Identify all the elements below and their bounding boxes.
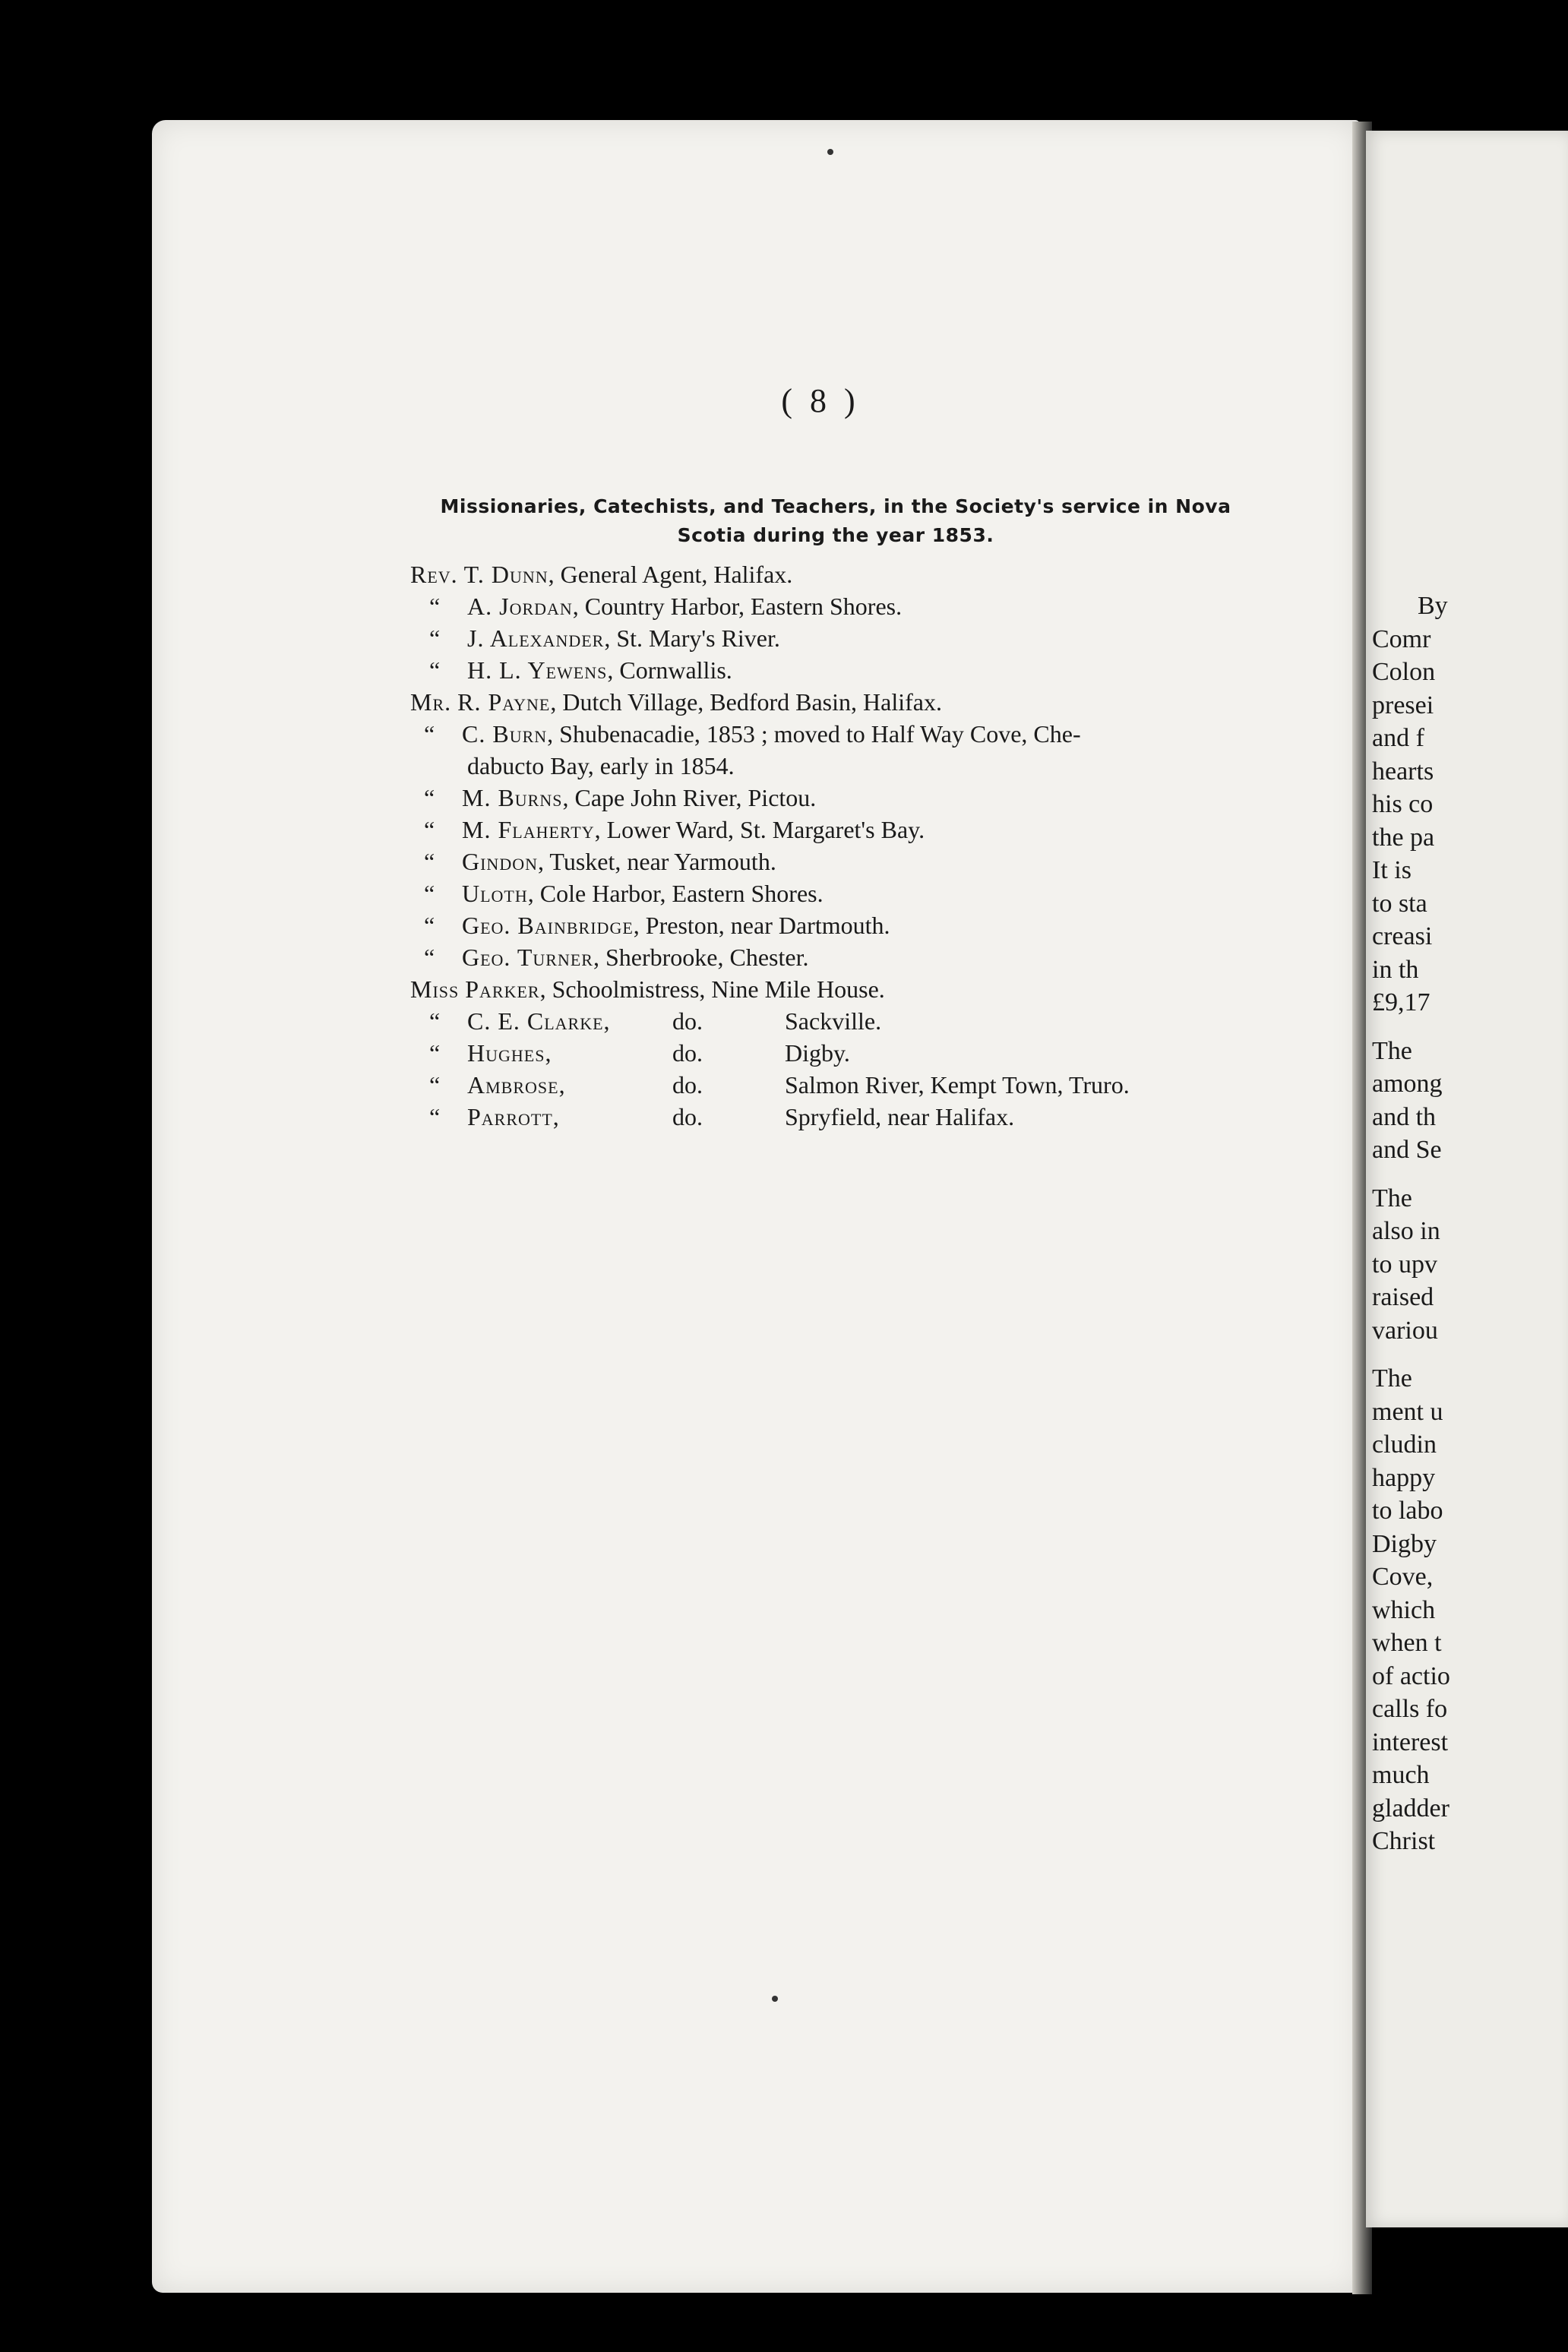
entry-detail: Schoolmistress, Nine Mile House.	[552, 975, 885, 1003]
facing-line-fragment: much	[1372, 1761, 1430, 1789]
entry-detail: Shubenacadie, 1853 ; moved to Half Way Cove, Che-	[559, 720, 1081, 748]
entry-name: Geo. Turner	[462, 944, 593, 971]
ditto-mark: “	[424, 784, 435, 811]
facing-line-fragment: to upv	[1372, 1250, 1437, 1279]
entry-prefix: Miss	[410, 975, 460, 1003]
teacher-row	[410, 1101, 1276, 1133]
page-speck	[772, 1996, 778, 2002]
page-number: ( 8 )	[781, 382, 860, 419]
page-speck	[827, 149, 833, 155]
entry-detail: Cape John River, Pictou.	[574, 784, 817, 811]
entry-row: “ Geo. Bainbridge, Preston, near Dartmouth.	[410, 909, 1276, 941]
facing-line-fragment: happy	[1372, 1463, 1436, 1492]
entry-prefix: Mr.	[410, 688, 452, 716]
ditto-mark: “	[429, 1007, 441, 1035]
entry-continuation: dabucto Bay, early in 1854.	[467, 752, 735, 779]
entry-name: A. Jordan	[467, 593, 573, 620]
teacher-row	[410, 1069, 1276, 1101]
facing-line-fragment: in th	[1372, 955, 1419, 984]
facing-line-fragment: Cove,	[1372, 1563, 1434, 1591]
facing-line-fragment: Digby	[1372, 1529, 1437, 1558]
entry-row: “ Gindon, Tusket, near Yarmouth.	[410, 846, 1276, 877]
entry-detail: St. Mary's River.	[616, 624, 780, 652]
entry-row: “ J. Alexander, St. Mary's River.	[410, 622, 1276, 654]
teacher-name: Ambrose,	[467, 1071, 566, 1099]
facing-line-fragment: and f	[1372, 724, 1424, 752]
ditto-mark: “	[429, 593, 441, 620]
entry-name: T. Dunn	[463, 561, 548, 588]
heading-line-1: Missionaries, Catechists, and Teachers, in the Society's service in Nova	[440, 495, 1231, 517]
facing-line-fragment: and Se	[1372, 1136, 1442, 1164]
facing-line-fragment: and th	[1372, 1102, 1437, 1131]
entry-detail: Dutch Village, Bedford Basin, Halifax.	[562, 688, 942, 716]
schoolmistress-row: Miss Parker, Schoolmistress, Nine Mile House.	[410, 975, 885, 1003]
facing-line-fragment: Christ	[1372, 1827, 1436, 1855]
entry-detail: General Agent, Halifax.	[560, 561, 793, 588]
entry-row: “ H. L. Yewens, Cornwallis.	[410, 654, 1276, 686]
entry-row: “ C. Burn, Shubenacadie, 1853 ; moved to Half Way Cove, Che-	[410, 718, 1276, 750]
teacher-row	[410, 1005, 1276, 1037]
list-heading	[414, 492, 1257, 550]
entry-row: Rev. T. Dunn, General Agent, Halifax.	[410, 561, 793, 588]
ditto-mark: “	[429, 1103, 441, 1130]
facing-line-fragment: presei	[1372, 691, 1434, 719]
entry-name: Uloth	[462, 880, 528, 907]
ditto-mark: “	[424, 848, 435, 875]
entry-name: M. Flaherty	[462, 816, 595, 843]
facing-line-fragment: also in	[1372, 1217, 1440, 1245]
facing-line-fragment: gladder	[1372, 1794, 1449, 1822]
teacher-place: Digby.	[785, 1039, 850, 1067]
facing-line-fragment: The	[1372, 1036, 1412, 1065]
facing-line-fragment: calls fo	[1372, 1695, 1448, 1723]
ditto-mark: “	[424, 912, 435, 939]
entry-name: Geo. Bainbridge	[462, 912, 634, 939]
facing-line-fragment: £9,17	[1372, 988, 1430, 1016]
entry-detail: Cole Harbor, Eastern Shores.	[539, 880, 824, 907]
facing-line-fragment: By	[1418, 592, 1448, 620]
teacher-row	[410, 1037, 1276, 1069]
facing-line-fragment: interest	[1372, 1728, 1449, 1756]
entry-row: “ A. Jordan, Country Harbor, Eastern Shores.	[410, 590, 1276, 622]
missionary-list	[410, 558, 1276, 1133]
facing-line-fragment: creasi	[1372, 922, 1433, 950]
facing-line-fragment: when t	[1372, 1629, 1442, 1657]
entry-detail: Tusket, near Yarmouth.	[549, 848, 776, 875]
ditto-mark: “	[424, 880, 435, 907]
teacher-name: C. E. Clarke,	[467, 1007, 611, 1035]
entry-detail: Preston, near Dartmouth.	[645, 912, 890, 939]
facing-line-fragment: ment u	[1372, 1397, 1443, 1426]
left-page	[152, 120, 1360, 2293]
entry-detail: Cornwallis.	[619, 656, 732, 684]
entry-name: H. L. Yewens	[467, 656, 608, 684]
entry-row: “ Uloth, Cole Harbor, Eastern Shores.	[410, 877, 1276, 909]
entry-name: Gindon	[462, 848, 538, 875]
entry-name: J. Alexander	[467, 624, 605, 652]
ditto-word: do.	[672, 1007, 703, 1035]
entry-detail: Lower Ward, St. Margaret's Bay.	[606, 816, 925, 843]
entry-name: M. Burns	[462, 784, 563, 811]
facing-line-fragment: to sta	[1372, 889, 1427, 918]
entry-detail: Sherbrooke, Chester.	[605, 944, 809, 971]
facing-line-fragment: cludin	[1372, 1430, 1437, 1459]
entry-name: Parker	[465, 975, 540, 1003]
facing-line-fragment: hearts	[1372, 757, 1434, 786]
ditto-mark: “	[429, 1071, 441, 1099]
facing-line-fragment: of actio	[1372, 1661, 1450, 1690]
entry-prefix: Rev.	[410, 561, 458, 588]
facing-line-fragment: It is	[1372, 856, 1412, 884]
ditto-mark: “	[429, 1039, 441, 1067]
facing-line-fragment: The	[1372, 1364, 1412, 1393]
ditto-mark: “	[424, 944, 435, 971]
ditto-word: do.	[672, 1071, 703, 1099]
facing-line-fragment: Comr	[1372, 624, 1431, 653]
teacher-name: Parrott,	[467, 1103, 560, 1130]
facing-line-fragment: among	[1372, 1070, 1443, 1098]
entry-detail: Country Harbor, Eastern Shores.	[584, 593, 903, 620]
entry-name: R. Payne	[457, 688, 551, 716]
entry-name: C. Burn	[462, 720, 548, 748]
entry-row: Mr. R. Payne, Dutch Village, Bedford Basin, Halifax.	[410, 688, 942, 716]
ditto-mark: “	[424, 720, 435, 748]
entry-row: “ Geo. Turner, Sherbrooke, Chester.	[410, 941, 1276, 973]
teacher-place: Sackville.	[785, 1007, 882, 1035]
facing-line-fragment: the pa	[1372, 823, 1435, 852]
facing-page-text	[1372, 590, 1450, 1858]
facing-line-fragment: raised	[1372, 1283, 1434, 1311]
teacher-place: Salmon River, Kempt Town, Truro.	[785, 1071, 1130, 1099]
ditto-mark: “	[429, 624, 441, 652]
teacher-place: Spryfield, near Halifax.	[785, 1103, 1015, 1130]
facing-line-fragment: to labo	[1372, 1497, 1443, 1525]
ditto-word: do.	[672, 1103, 703, 1130]
ditto-mark: “	[424, 816, 435, 843]
ditto-mark: “	[429, 656, 441, 684]
entry-row: “ M. Burns, Cape John River, Pictou.	[410, 782, 1276, 814]
facing-line-fragment: his co	[1372, 790, 1434, 818]
entry-row: “ M. Flaherty, Lower Ward, St. Margaret's Bay.	[410, 814, 1276, 846]
facing-line-fragment: Colon	[1372, 658, 1436, 686]
facing-line-fragment: which	[1372, 1595, 1436, 1624]
teacher-name: Hughes,	[467, 1039, 552, 1067]
facing-line-fragment: variou	[1372, 1316, 1438, 1345]
heading-line-2: Scotia during the year 1853.	[677, 524, 994, 546]
facing-line-fragment: The	[1372, 1184, 1412, 1212]
ditto-word: do.	[672, 1039, 703, 1067]
